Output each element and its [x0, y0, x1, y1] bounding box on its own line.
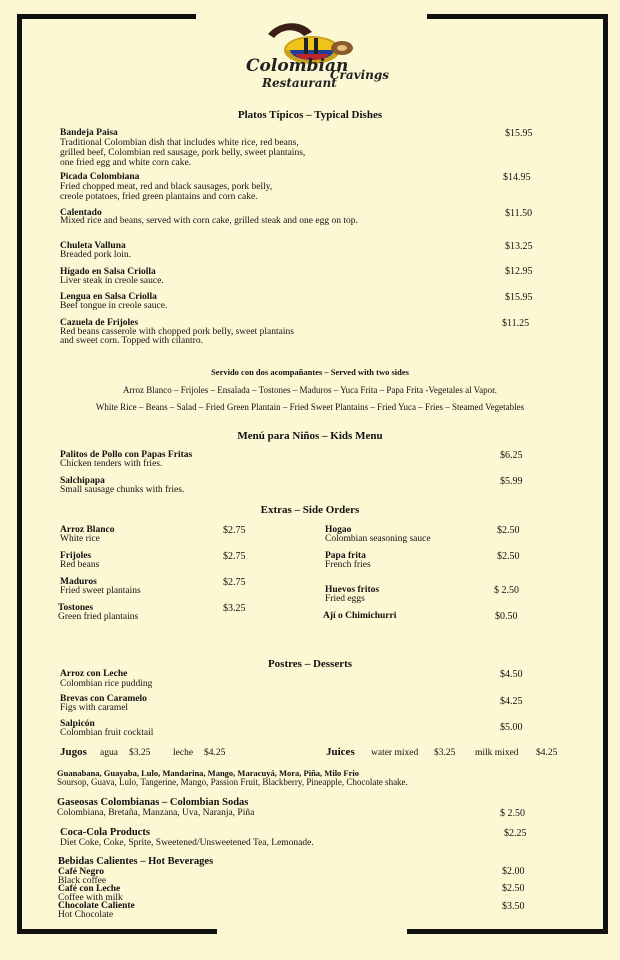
- extra-price: $2.50: [497, 551, 520, 562]
- kids-name: Salchipapa: [60, 476, 105, 486]
- agua-price: $3.25: [129, 748, 151, 758]
- extra-name: Hogao: [325, 525, 352, 535]
- coke-title: Coca-Cola Products: [60, 827, 150, 838]
- hot-title: Bebidas Calientes – Hot Beverages: [58, 856, 214, 867]
- dish-name: Bandeja Paisa: [60, 128, 118, 138]
- dish-name: Lengua en Salsa Criolla: [60, 292, 157, 302]
- juice-flavors-es: Guanabana, Guayaba, Lulo, Mandarina, Mango, Maracuyá, Mora, Piña, Milo Frio: [57, 768, 360, 778]
- sides-english: White Rice – Beans – Salad – Fried Green Plantain – Fried Sweet Plantains – Fried Yuca – Fries – Steamed Vegetables: [95, 402, 525, 412]
- section-title-desserts: Postres – Desserts: [267, 658, 353, 670]
- extra-desc: Fried eggs: [325, 594, 365, 604]
- milk-price: $4.25: [536, 748, 558, 758]
- extra-price: $2.75: [223, 577, 246, 588]
- extra-desc: White rice: [60, 534, 100, 544]
- section-title-kids: Menú para Niños – Kids Menu: [237, 430, 383, 442]
- extra-desc: Green fried plantains: [58, 612, 139, 622]
- dish-desc: grilled beef, Colombian red sausage, pork belly, sweet plantains,: [60, 148, 306, 158]
- water-price: $3.25: [434, 748, 456, 758]
- kids-price: $5.99: [500, 476, 523, 487]
- dessert-desc: Colombian fruit cocktail: [60, 728, 154, 738]
- extra-name: Frijoles: [60, 551, 92, 561]
- extra-price: $2.75: [223, 525, 246, 536]
- juices-title-en: Juices: [326, 746, 355, 758]
- extra-name: Maduros: [60, 577, 97, 587]
- juices-title-es: Jugos: [60, 746, 87, 758]
- dessert-name: Arroz con Leche: [60, 669, 128, 679]
- logo-line3: Restaurant: [262, 76, 337, 90]
- extra-price: $0.50: [495, 611, 518, 622]
- dish-price: $14.95: [503, 172, 531, 183]
- frame-top-right: [427, 14, 608, 19]
- extra-name: Ají o Chimichurri: [323, 611, 397, 621]
- sodas-title: Gaseosas Colombianas – Colombian Sodas: [57, 797, 249, 808]
- dish-name: Calentado: [60, 208, 102, 218]
- coke-price: $2.25: [504, 828, 527, 839]
- frame-right: [603, 14, 608, 934]
- dessert-price: $4.25: [500, 696, 523, 707]
- sides-title: Servido con dos acompañantes – Served with two sides: [211, 367, 409, 377]
- frame-top-left: [17, 14, 196, 19]
- dish-desc: creole potatoes, fried green plantains and corn cake.: [60, 192, 258, 202]
- dish-desc: Beef tongue in creole sauce.: [60, 301, 168, 311]
- frame-left: [17, 14, 22, 934]
- dish-price: $13.25: [505, 241, 533, 252]
- dish-desc: Liver steak in creole sauce.: [60, 276, 164, 286]
- dessert-price: $5.00: [500, 722, 523, 733]
- dish-price: $15.95: [505, 128, 533, 139]
- leche-label: leche: [173, 748, 194, 758]
- dish-desc: Breaded pork loin.: [60, 250, 131, 260]
- hot-desc: Black coffee: [58, 876, 107, 886]
- dish-price: $11.50: [505, 208, 533, 219]
- dish-desc: Fried chopped meat, red and black sausages, pork belly,: [60, 182, 273, 192]
- extra-price: $2.50: [497, 525, 520, 536]
- dish-price: $15.95: [505, 292, 533, 303]
- juice-flavors-en: Soursop, Guava, Lulo, Tangerine, Mango, Passion Fruit, Blackberry, Pineapple, Chocolate shake.: [57, 777, 408, 787]
- water-label: water mixed: [371, 748, 419, 758]
- hot-desc: Hot Chocolate: [58, 910, 114, 920]
- sides-spanish: Arroz Blanco – Frijoles – Ensalada – Tostones – Maduros – Yuca Frita – Papa Frita -Vegetales al Vapor.: [123, 385, 497, 395]
- sodas-desc: Colombiana, Bretaña, Manzana, Uva, Naranja, Piña: [57, 808, 255, 818]
- extra-price: $2.75: [223, 551, 246, 562]
- milk-label: milk mixed: [475, 748, 519, 758]
- hot-name: Chocolate Caliente: [58, 901, 135, 911]
- leche-price: $4.25: [204, 748, 226, 758]
- dish-name: Chuleta Valluna: [60, 241, 126, 251]
- extra-name: Arroz Blanco: [60, 525, 115, 535]
- dish-desc: one fried egg and white corn cake.: [60, 158, 192, 168]
- kids-name: Palitos de Pollo con Papas Fritas: [60, 450, 193, 460]
- extra-name: Huevos fritos: [325, 585, 380, 595]
- hot-price: $3.50: [502, 901, 525, 912]
- dish-name: Hígado en Salsa Criolla: [60, 267, 156, 277]
- extra-desc: French fries: [325, 560, 371, 570]
- dish-price: $11.25: [502, 318, 530, 329]
- logo-line2: Cravings: [330, 68, 390, 82]
- section-title-typical: Platos Típicos – Typical Dishes: [237, 109, 383, 121]
- dessert-name: Brevas con Caramelo: [60, 694, 147, 704]
- kids-desc: Small sausage chunks with fries.: [60, 485, 185, 495]
- extra-desc: Red beans: [60, 560, 100, 570]
- frame-bottom-right: [407, 929, 608, 934]
- logo-line1: Colombian: [246, 56, 349, 76]
- coke-desc: Diet Coke, Coke, Sprite, Sweetened/Unsweetened Tea, Lemonade.: [60, 838, 314, 848]
- logo: [240, 20, 390, 95]
- dessert-desc: Colombian rice pudding: [60, 679, 153, 689]
- kids-price: $6.25: [500, 450, 523, 461]
- dish-desc: Mixed rice and beans, served with corn cake, grilled steak and one egg on top.: [60, 216, 358, 226]
- extra-desc: Colombian seasoning sauce: [325, 534, 431, 544]
- hot-desc: Coffee with milk: [58, 893, 123, 903]
- dish-price: $12.95: [505, 266, 533, 277]
- dish-name: Cazuela de Frijoles: [60, 318, 139, 328]
- dish-desc: Traditional Colombian dish that includes white rice, red beans,: [60, 138, 299, 148]
- hot-name: Café con Leche: [58, 884, 121, 894]
- hot-price: $2.00: [502, 866, 525, 877]
- dessert-desc: Figs with caramel: [60, 703, 129, 713]
- extra-name: Papa frita: [325, 551, 366, 561]
- extra-price: $ 2.50: [494, 585, 519, 596]
- kids-desc: Chicken tenders with fries.: [60, 459, 163, 469]
- hot-price: $2.50: [502, 883, 525, 894]
- extra-price: $3.25: [223, 603, 246, 614]
- extra-name: Tostones: [58, 603, 94, 613]
- dessert-name: Salpicón: [60, 719, 95, 729]
- section-title-extras: Extras – Side Orders: [260, 504, 360, 516]
- dish-desc: Red beans casserole with chopped pork belly, sweet plantains: [60, 327, 294, 337]
- dish-desc: and sweet corn. Topped with cilantro.: [60, 336, 203, 346]
- extra-desc: Fried sweet plantains: [60, 586, 141, 596]
- frame-bottom-left: [17, 929, 217, 934]
- sodas-price: $ 2.50: [500, 808, 525, 819]
- dish-name: Picada Colombiana: [60, 172, 140, 182]
- hot-name: Café Negro: [58, 867, 104, 877]
- agua-label: agua: [100, 748, 118, 758]
- dessert-price: $4.50: [500, 669, 523, 680]
